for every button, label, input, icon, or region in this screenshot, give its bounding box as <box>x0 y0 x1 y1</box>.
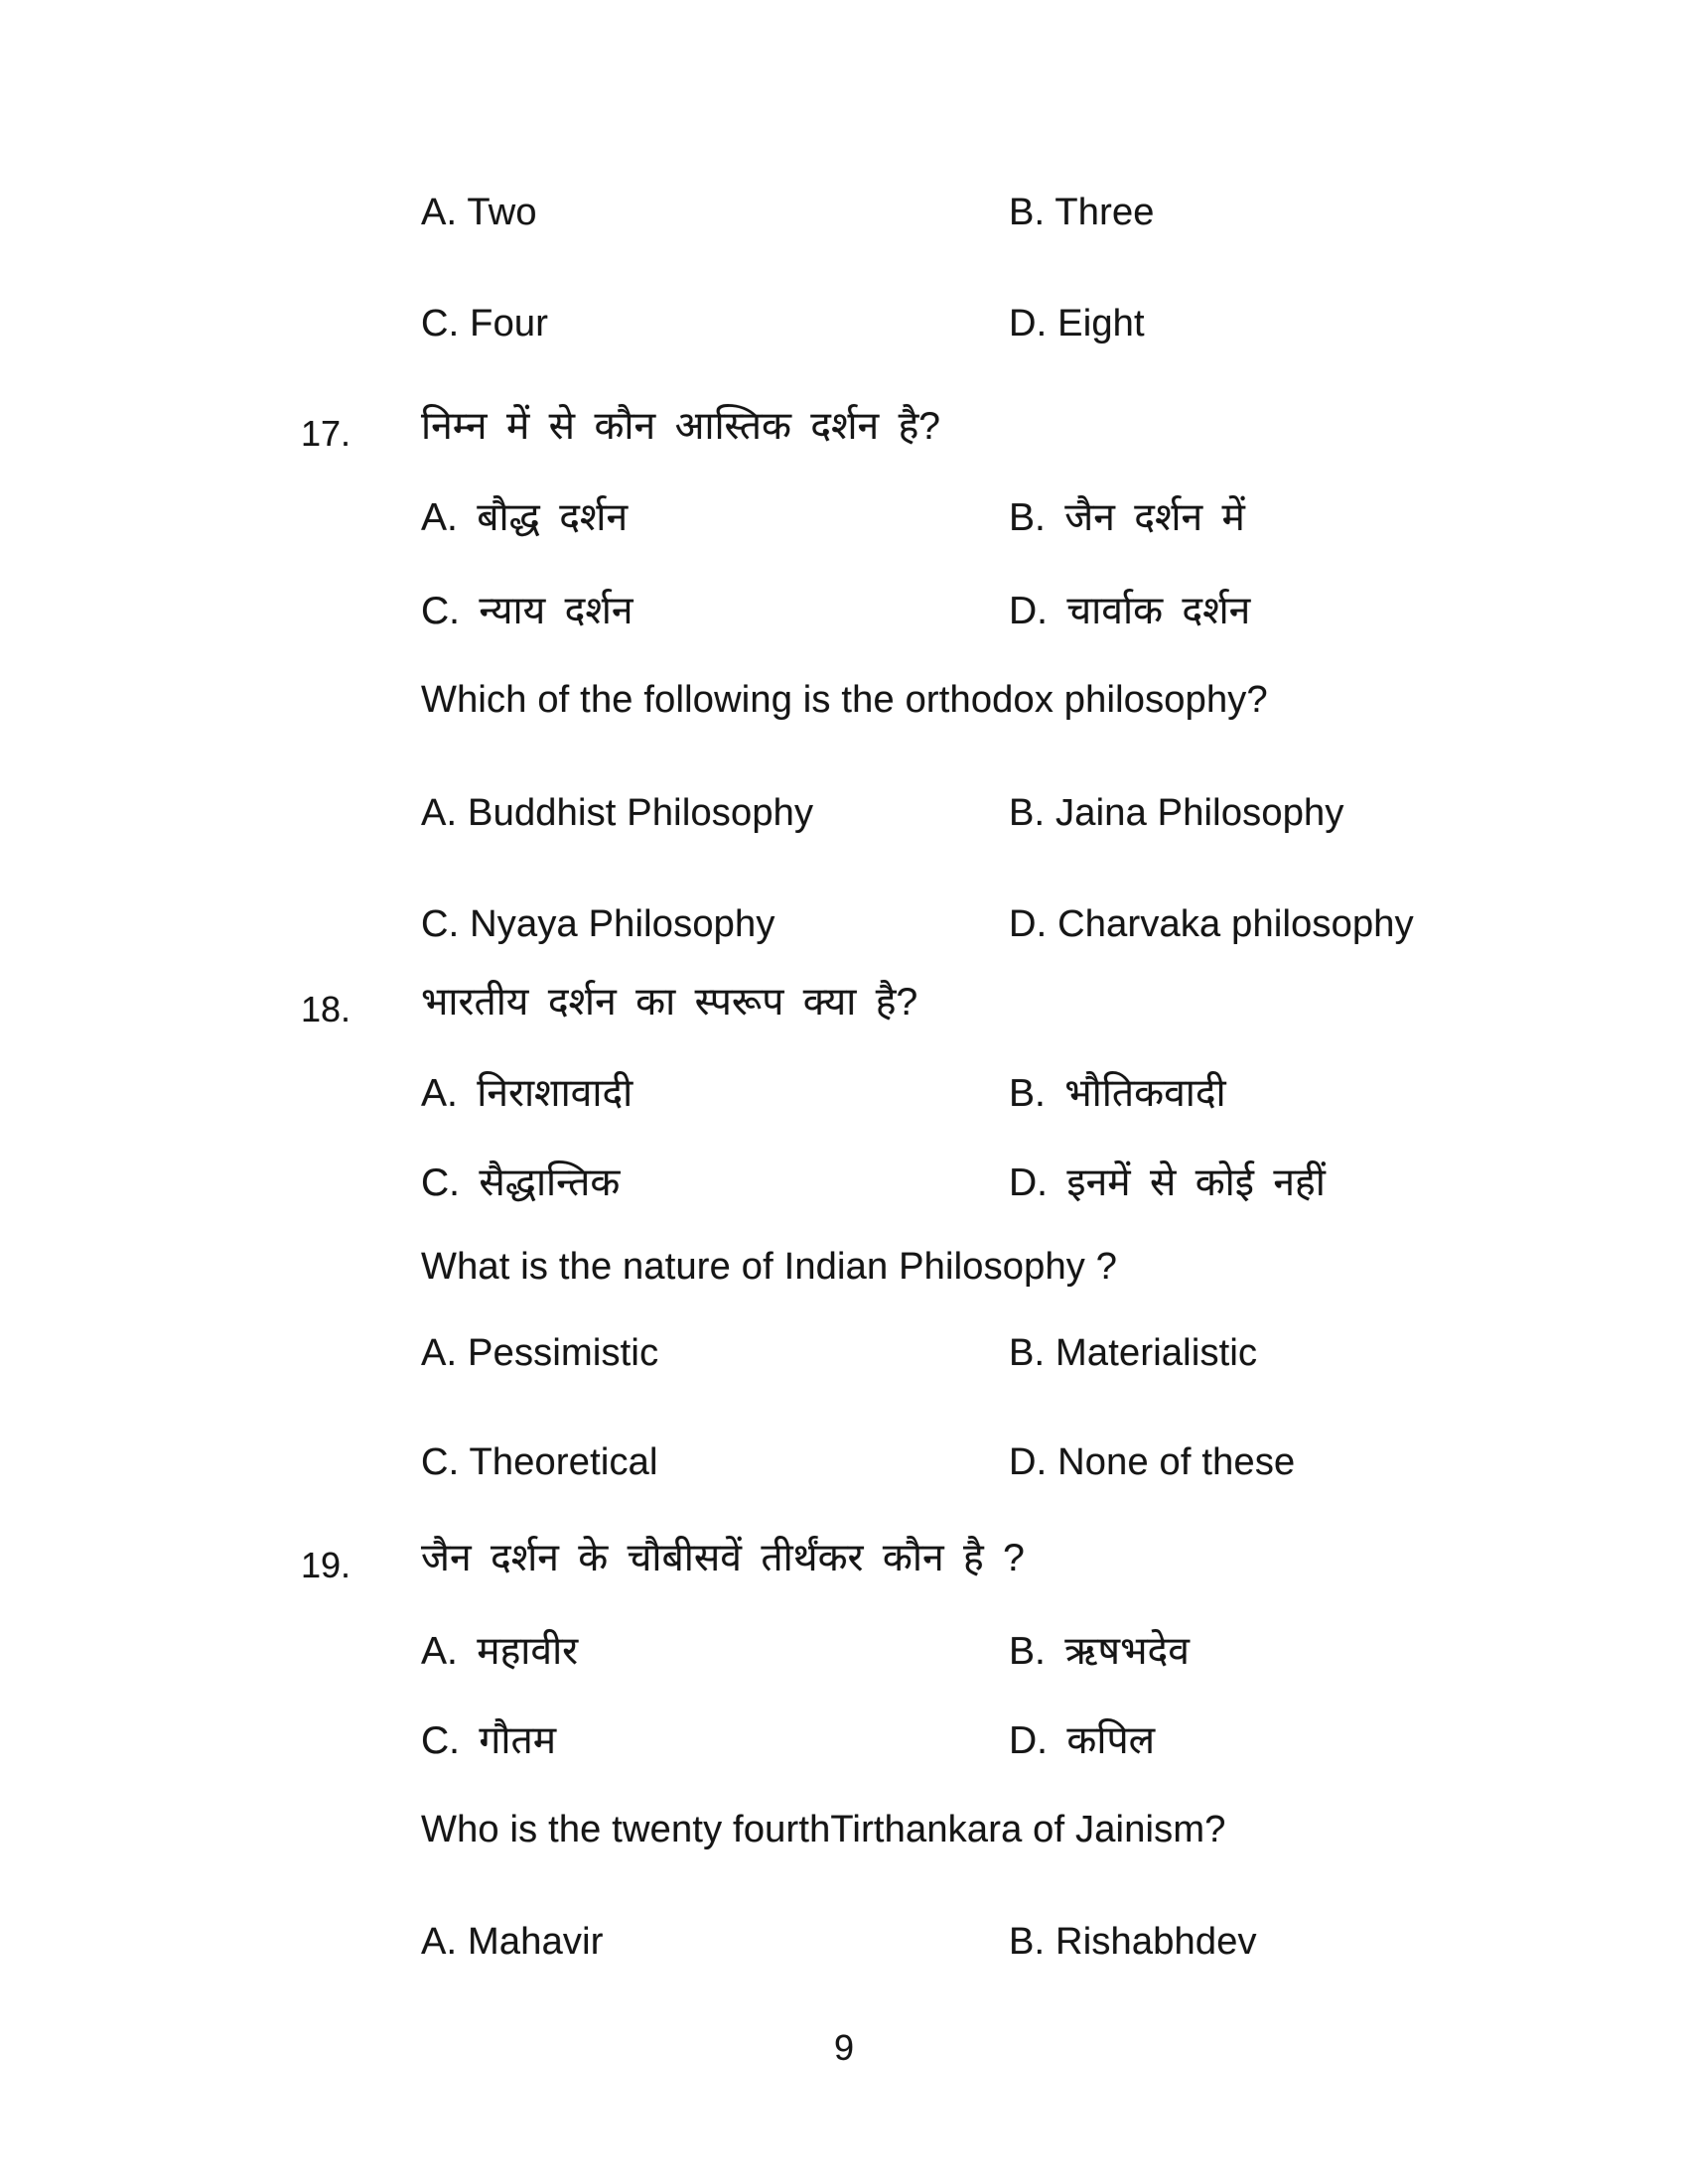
question-18-english-option-a: A. Pessimistic <box>421 1332 659 1374</box>
question-17-english-option-a: A. Buddhist Philosophy <box>421 792 814 834</box>
question-17-english-option-b: B. Jaina Philosophy <box>1009 792 1344 834</box>
question-18-english-option-d: D. None of these <box>1009 1441 1296 1483</box>
question-19-text-english: Who is the twenty fourthTirthankara of Jainism? <box>421 1809 1226 1850</box>
question-18-hindi-option-b: B. भौतिकवादी <box>1009 1072 1226 1115</box>
question-17-english-option-d: D. Charvaka philosophy <box>1009 903 1414 945</box>
question-18-hindi-option-d: D. इनमें से कोई नहीं <box>1009 1161 1326 1204</box>
question-19-hindi-option-a: A. महावीर <box>421 1630 579 1673</box>
question-17-hindi-option-b: B. जैन दर्शन में <box>1009 496 1245 539</box>
question-19-hindi-option-c: C. गौतम <box>421 1719 557 1762</box>
question-18-hindi-option-a: A. निराशावादी <box>421 1072 633 1115</box>
question-18-number: 18. <box>301 989 352 1029</box>
carryover-option-c: C. Four <box>421 303 549 344</box>
question-17-hindi-option-d: D. चार्वाक दर्शन <box>1009 590 1251 632</box>
question-17-number: 17. <box>301 413 352 454</box>
question-19-number: 19. <box>301 1545 352 1585</box>
question-18-text-english: What is the nature of Indian Philosophy ? <box>421 1246 1118 1288</box>
page-number: 9 <box>833 2027 855 2068</box>
question-19-english-option-a: A. Mahavir <box>421 1921 604 1963</box>
question-17-english-option-c: C. Nyaya Philosophy <box>421 903 775 945</box>
question-18-english-option-b: B. Materialistic <box>1009 1332 1258 1374</box>
question-18-text-hindi: भारतीय दर्शन का स्परूप क्या है? <box>421 981 918 1024</box>
question-18-english-option-c: C. Theoretical <box>421 1441 658 1483</box>
question-19-english-option-b: B. Rishabhdev <box>1009 1921 1257 1963</box>
question-19-hindi-option-b: B. ऋषभदेव <box>1009 1630 1190 1673</box>
question-18-hindi-option-c: C. सैद्धान्तिक <box>421 1161 621 1204</box>
question-17-text-english: Which of the following is the orthodox philosophy? <box>421 679 1268 721</box>
question-19-text-hindi: जैन दर्शन के चौबीसवें तीर्थंकर कौन है ? <box>421 1537 1025 1579</box>
question-17-hindi-option-c: C. न्याय दर्शन <box>421 590 633 632</box>
carryover-option-b: B. Three <box>1009 192 1155 233</box>
carryover-option-d: D. Eight <box>1009 303 1145 344</box>
question-17-text-hindi: निम्न में से कौन आस्तिक दर्शन है? <box>421 405 940 448</box>
question-17-hindi-option-a: A. बौद्ध दर्शन <box>421 496 629 539</box>
question-19-hindi-option-d: D. कपिल <box>1009 1719 1156 1762</box>
carryover-option-a: A. Two <box>421 192 537 233</box>
